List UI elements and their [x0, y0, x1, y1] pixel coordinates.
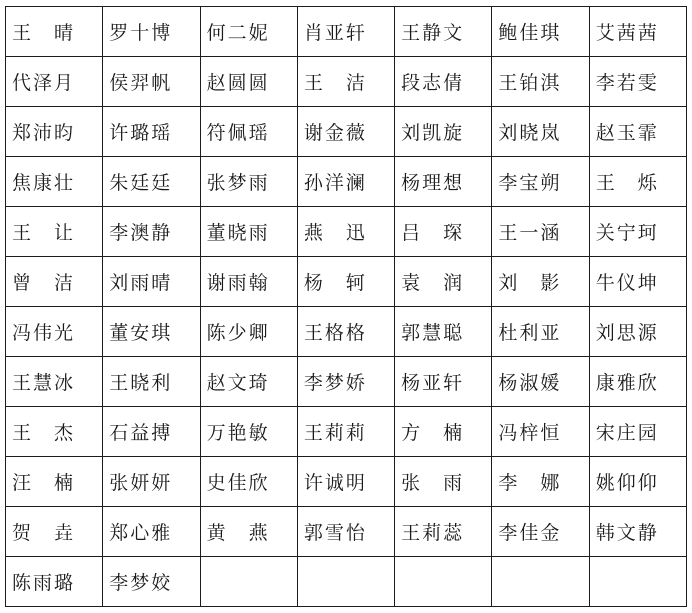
table-cell: 张梦雨 — [200, 157, 297, 207]
table-row — [6, 457, 687, 507]
table-cell: 王莉蕊 — [395, 507, 492, 557]
table-cell: 朱廷廷 — [103, 157, 200, 207]
table-cell: 赵玉霏 — [589, 107, 686, 157]
table-cell — [200, 557, 297, 607]
table-cell: 谢金薇 — [297, 107, 394, 157]
table-cell: 冯伟光 — [6, 307, 103, 357]
table-cell: 赵圆圆 — [200, 57, 297, 107]
table-cell: 艾茜茜 — [589, 7, 686, 57]
table-cell: 王 杰 — [6, 407, 103, 457]
table-cell: 杨 轲 — [297, 257, 394, 307]
table-cell: 王晓利 — [103, 357, 200, 407]
table-cell: 吕 琛 — [395, 207, 492, 257]
table-row — [6, 557, 687, 607]
table-cell: 刘 影 — [492, 257, 589, 307]
table-row — [6, 257, 687, 307]
table-cell: 王 洁 — [297, 57, 394, 107]
table-cell: 王一涵 — [492, 207, 589, 257]
table-cell: 郭慧聪 — [395, 307, 492, 357]
table-cell — [589, 557, 686, 607]
table-row — [6, 207, 687, 257]
table-cell: 万艳敏 — [200, 407, 297, 457]
table-cell: 宋庄园 — [589, 407, 686, 457]
table-cell: 杨理想 — [395, 157, 492, 207]
table-cell: 燕 迅 — [297, 207, 394, 257]
table-cell: 焦康壮 — [6, 157, 103, 207]
table-cell: 李梦娇 — [297, 357, 394, 407]
table-cell: 赵文琦 — [200, 357, 297, 407]
table-cell: 李若雯 — [589, 57, 686, 107]
table-cell: 段志倩 — [395, 57, 492, 107]
table-cell: 王慧冰 — [6, 357, 103, 407]
table-cell: 王 晴 — [6, 7, 103, 57]
table-cell: 黄 燕 — [200, 507, 297, 557]
table-cell — [492, 557, 589, 607]
table-cell: 李 娜 — [492, 457, 589, 507]
table-cell: 杨淑媛 — [492, 357, 589, 407]
table-cell: 王铂淇 — [492, 57, 589, 107]
table-cell: 李宝朔 — [492, 157, 589, 207]
table-cell: 董安琪 — [103, 307, 200, 357]
table-cell: 李澳静 — [103, 207, 200, 257]
table-cell: 鲍佳琪 — [492, 7, 589, 57]
table-cell: 孙洋澜 — [297, 157, 394, 207]
table-cell: 罗十博 — [103, 7, 200, 57]
table-cell: 牛仪坤 — [589, 257, 686, 307]
table-cell: 刘凯旋 — [395, 107, 492, 157]
table-cell: 侯羿帆 — [103, 57, 200, 107]
table-cell: 李梦姣 — [103, 557, 200, 607]
table-cell: 曾 洁 — [6, 257, 103, 307]
table-cell: 董晓雨 — [200, 207, 297, 257]
table-cell: 关宁珂 — [589, 207, 686, 257]
table-cell: 许璐瑶 — [103, 107, 200, 157]
table-cell — [395, 557, 492, 607]
table-cell: 郑心雅 — [103, 507, 200, 557]
table-cell: 代泽月 — [6, 57, 103, 107]
table-cell: 汪 楠 — [6, 457, 103, 507]
table-cell: 郭雪怡 — [297, 507, 394, 557]
table-cell: 王格格 — [297, 307, 394, 357]
table-cell: 姚仰仰 — [589, 457, 686, 507]
table-cell: 郑沛昀 — [6, 107, 103, 157]
table-cell: 刘思源 — [589, 307, 686, 357]
table-cell: 张妍妍 — [103, 457, 200, 507]
table-cell: 杜利亚 — [492, 307, 589, 357]
table-row — [6, 157, 687, 207]
table-cell: 刘晓岚 — [492, 107, 589, 157]
table-cell: 王 烁 — [589, 157, 686, 207]
table-cell: 陈少卿 — [200, 307, 297, 357]
table-cell: 陈雨璐 — [6, 557, 103, 607]
table-cell: 王莉莉 — [297, 407, 394, 457]
table-cell — [297, 557, 394, 607]
table-cell: 贺 垚 — [6, 507, 103, 557]
table-row — [6, 357, 687, 407]
table-cell: 张 雨 — [395, 457, 492, 507]
table-row — [6, 307, 687, 357]
names-table — [5, 6, 687, 607]
table-cell: 袁 润 — [395, 257, 492, 307]
table-row — [6, 57, 687, 107]
table-cell: 史佳欣 — [200, 457, 297, 507]
table-cell: 方 楠 — [395, 407, 492, 457]
table-cell: 许诚明 — [297, 457, 394, 507]
table-cell: 康雅欣 — [589, 357, 686, 407]
table-cell: 王静文 — [395, 7, 492, 57]
table-cell: 符佩瑶 — [200, 107, 297, 157]
table-cell: 何二妮 — [200, 7, 297, 57]
table-row — [6, 407, 687, 457]
table-row — [6, 107, 687, 157]
table-cell: 韩文静 — [589, 507, 686, 557]
table-cell: 石益搏 — [103, 407, 200, 457]
table-cell: 李佳金 — [492, 507, 589, 557]
table-cell: 杨亚轩 — [395, 357, 492, 407]
table-row — [6, 7, 687, 57]
table-cell: 刘雨晴 — [103, 257, 200, 307]
table-row — [6, 507, 687, 557]
table-cell: 王 让 — [6, 207, 103, 257]
table-cell: 谢雨翰 — [200, 257, 297, 307]
table-cell: 冯梓恒 — [492, 407, 589, 457]
table-cell: 肖亚轩 — [297, 7, 394, 57]
